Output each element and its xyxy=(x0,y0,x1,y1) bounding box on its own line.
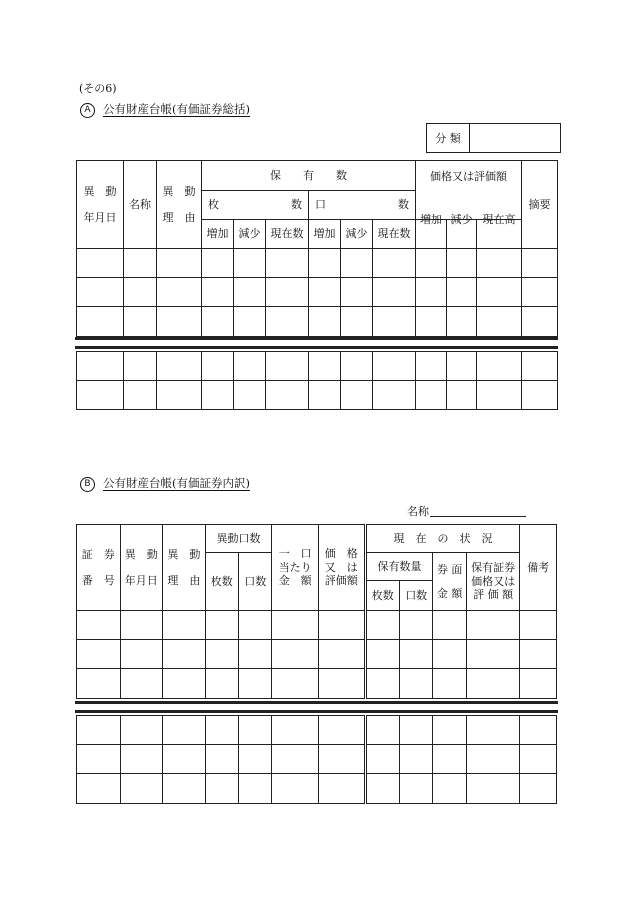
section-a-heading xyxy=(80,101,250,118)
table-row xyxy=(77,307,558,337)
table-row xyxy=(77,611,557,640)
header-sheet-count: 枚数 xyxy=(205,553,238,611)
table-row xyxy=(77,774,557,804)
header-holding-quantity: 保有数量 xyxy=(365,553,433,581)
header-change-date: 異 動 年月日 xyxy=(120,525,163,611)
table-row xyxy=(77,745,557,774)
header-per-unit-amount: 一 口 当たり 金 額 xyxy=(272,525,319,611)
securities-detail-table xyxy=(76,524,557,699)
name-input-line[interactable] xyxy=(430,516,526,517)
table-row xyxy=(77,640,557,669)
header-price-or-valuation: 価 格 又 は 評価額 xyxy=(318,525,365,611)
header-decrease: 減少 xyxy=(234,220,266,249)
section-a-title: 公有財産台帳(有価証券総括) xyxy=(103,102,250,116)
section-b-break-band xyxy=(75,701,558,713)
header-units: 口 数 xyxy=(309,191,416,220)
header-current-status: 現 在 の 状 況 xyxy=(365,525,520,553)
table-row xyxy=(77,249,558,278)
header-sheets: 枚 数 xyxy=(202,191,309,220)
header-remarks: 摘要 xyxy=(522,161,558,249)
table-row xyxy=(77,381,558,410)
header-current: 現在数 xyxy=(266,220,309,249)
section-a-break-band xyxy=(75,337,558,349)
securities-detail-continuation xyxy=(76,715,557,804)
classification-label: 分 類 xyxy=(427,124,470,153)
header-price: 価格又は評価額 xyxy=(416,161,522,220)
header-remarks: 備考 xyxy=(520,525,557,611)
header-unit-count: 口数 xyxy=(399,581,432,611)
header-increase: 増加 xyxy=(416,206,447,235)
header-name: 名称 xyxy=(124,161,157,249)
table-row xyxy=(77,352,558,381)
page-label: (その6) xyxy=(79,82,117,95)
classification-box xyxy=(426,123,561,153)
header-holding-valuation: 保有証券 価格又は 評 価 額 xyxy=(466,553,520,611)
securities-summary-continuation xyxy=(76,351,558,410)
circled-a-marker: A xyxy=(80,103,95,118)
section-b-title: 公有財産台帳(有価証券内訳) xyxy=(103,476,250,490)
table-row xyxy=(77,278,558,307)
header-unit-count: 口数 xyxy=(239,553,272,611)
classification-value-field[interactable] xyxy=(470,124,561,153)
header-decrease: 減少 xyxy=(341,220,373,249)
header-face-amount: 券 面 金 額 xyxy=(433,553,466,611)
header-certificate-number: 証 券 番 号 xyxy=(77,525,121,611)
header-increase: 増加 xyxy=(202,220,234,249)
header-change-units: 異動口数 xyxy=(205,525,272,553)
table-row xyxy=(77,716,557,745)
header-change-reason: 異 動 理 由 xyxy=(163,525,206,611)
header-current: 現在数 xyxy=(373,220,416,249)
header-decrease: 減少 xyxy=(447,206,477,235)
table-row xyxy=(77,669,557,699)
header-current-value: 現在高 xyxy=(477,206,522,235)
section-b-heading xyxy=(80,475,250,492)
header-sheet-count: 枚数 xyxy=(365,581,399,611)
header-change-date: 異 動 年月日 xyxy=(77,161,124,249)
circled-b-marker: B xyxy=(80,477,95,492)
header-holdings: 保 有 数 xyxy=(202,161,416,191)
name-label: 名称 xyxy=(407,505,429,518)
header-change-reason: 異 動 理 由 xyxy=(157,161,202,249)
header-increase: 増加 xyxy=(309,220,341,249)
securities-summary-table xyxy=(76,160,558,337)
